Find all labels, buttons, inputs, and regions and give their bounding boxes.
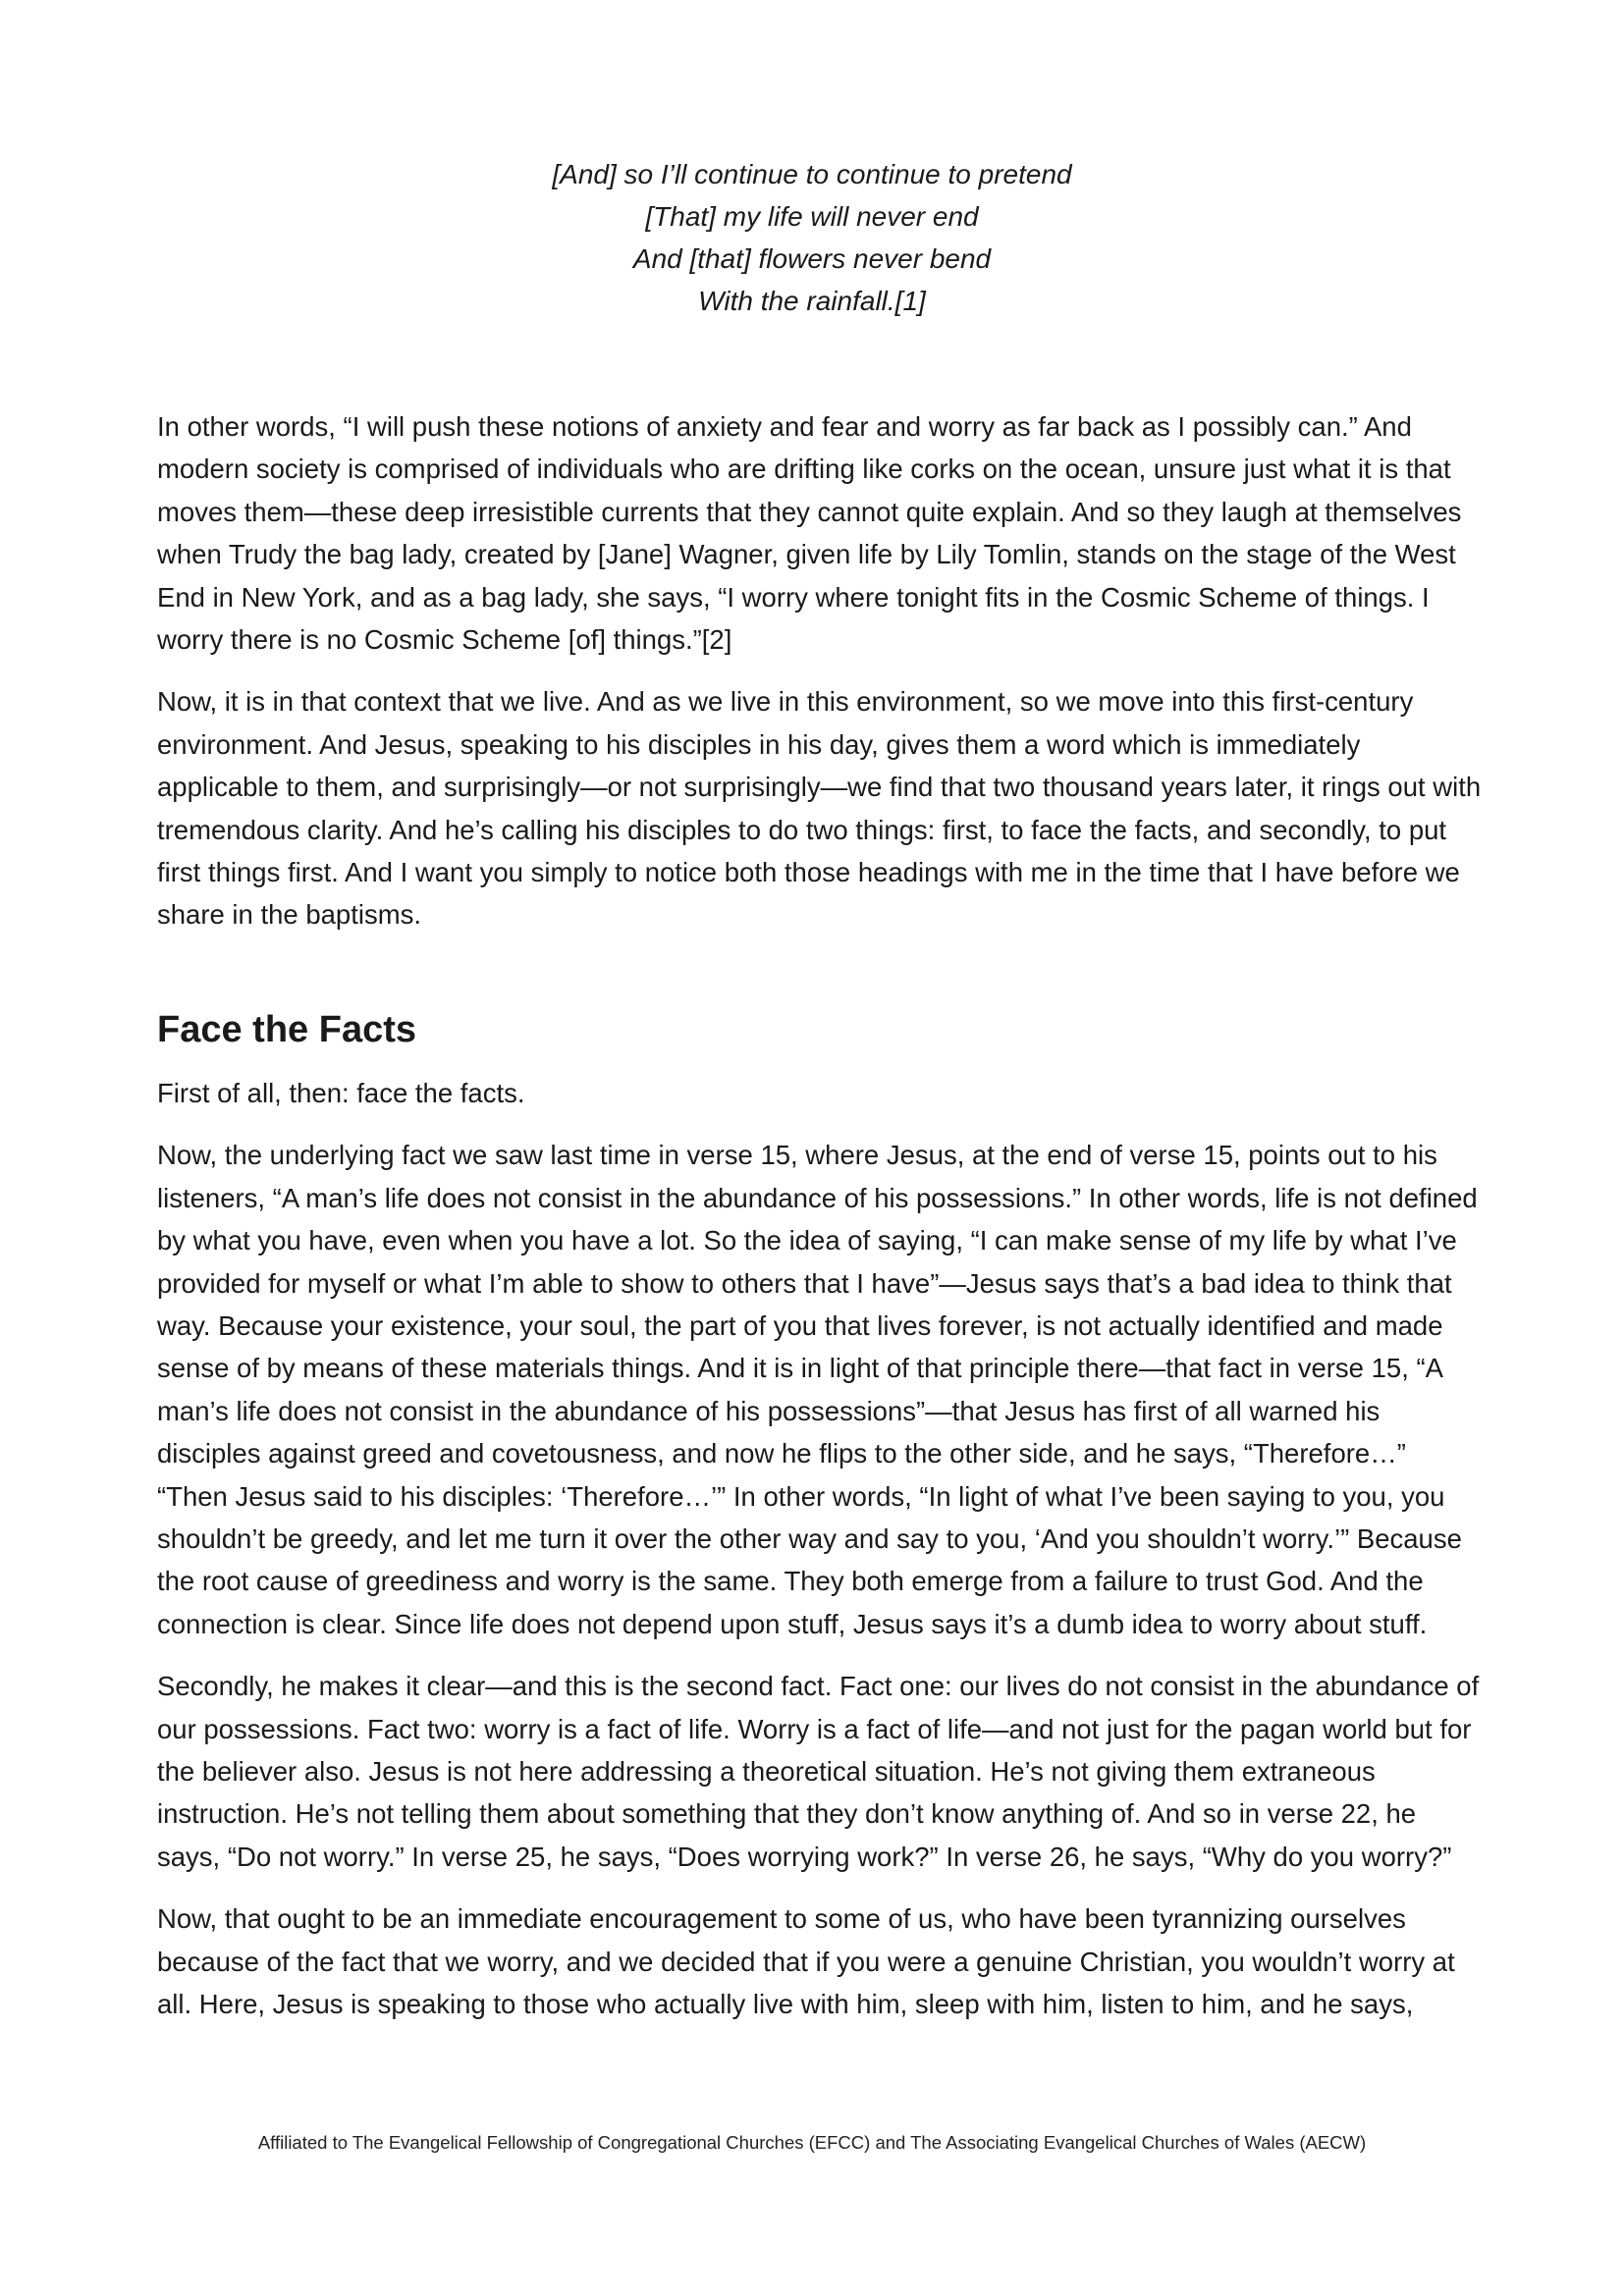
document-body xyxy=(157,405,1483,2045)
poem-line: With the rainfall.[1] xyxy=(698,286,926,316)
section-heading: Face the Facts xyxy=(157,1008,416,1050)
poem-line: [And] so I’ll continue to continue to pretend xyxy=(552,159,1072,189)
paragraph: First of all, then: face the facts. xyxy=(157,1077,525,1108)
paragraph: Secondly, he makes it clear—and this is the second fact. Fact one: our lives do not consist in the abundance of our possessions. Fact two: worry is a fact of life. Worry is a fact of life—and not just for the pagan world but for the believer also. Jesus is not here addressing a theoretical situation. He’s not giving them extraneous instruction. He’s not telling them about something that they don’t know anything of. And so in verse 22, he says, “Do not worry.” In verse 25, he says, “Does worrying work?” In verse 26, he says, “Why do you worry?” xyxy=(157,1671,1480,1872)
poem-line: [That] my life will never end xyxy=(645,201,979,232)
paragraph: Now, the underlying fact we saw last time in verse 15, where Jesus, at the end of verse 15, points out to his listeners, “A man’s life does not consist in the abundance of his possessions.” In other words, life is not defined by what you have, even when you have a lot. So the idea of saying, “I can make sense of my life by what I’ve provided for myself or what I’m able to show to others that I have”—Jesus says that’s a bad idea to think that way. Because your existence, your soul, the part of you that lives forever, is not actually identified and made sense of by means of these materials things. And it is in light of that principle there—that fact in verse 15, “A man’s life does not consist in the abundance of his possessions”—that Jesus has first of all warned his disciples against greed and covetousness, and now he flips to the other side, and he says, “Therefore…” “Then Jesus said to his disciples: ‘Therefore…’” In other words, “In light of what I’ve been saying to you, you shouldn’t be greedy, and let me turn it over the other way and say to you, ‘And you shouldn’t worry.’” Because the root cause of greediness and worry is the same. They both emerge from a failure to trust God. And the connection is clear. Since life does not depend upon stuff, Jesus says it’s a dumb idea to worry about stuff. xyxy=(157,1140,1478,1639)
poem-quote xyxy=(0,153,1624,322)
paragraph: Now, it is in that context that we live. And as we live in this environment, so we move into this first-century environment. And Jesus, speaking to his disciples in his day, gives them a word which is immediately applicable to them, and surprisingly—or not surprisingly—we find that two thousand years later, it rings out with tremendous clarity. And he’s calling his disciples to do two things: first, to face the facts, and secondly, to put first things first. And I want you simply to notice both those headings with me in the time that I have before we share in the baptisms. xyxy=(157,686,1482,931)
page-footer: Affiliated to The Evangelical Fellowship of Congregational Churches (EFCC) and The Associating Evangelical Churches of Wales (AECW) xyxy=(257,2132,1367,2153)
poem-line: And [that] flowers never bend xyxy=(632,243,992,274)
paragraph: Now, that ought to be an immediate encouragement to some of us, who have been tyrannizing ourselves because of the fact that we worry, and we decided that if you were a genuine Christian, you wouldn’t worry at all. Here, Jesus is speaking to those who actually live with him, sleep with him, listen to him, and he says, xyxy=(157,1903,1455,2019)
paragraph: In other words, “I will push these notions of anxiety and fear and worry as far back as I possibly can.” And modern society is comprised of individuals who are drifting like corks on the ocean, unsure just what it is that moves them—these deep irresistible currents that they cannot quite explain. And so they laugh at themselves when Trudy the bag lady, created by [Jane] Wagner, given life by Lily Tomlin, stands on the stage of the West End in New York, and as a bag lady, she says, “I worry where tonight fits in the Cosmic Scheme of things. I worry there is no Cosmic Scheme [of] things.”[2] xyxy=(157,411,1462,656)
